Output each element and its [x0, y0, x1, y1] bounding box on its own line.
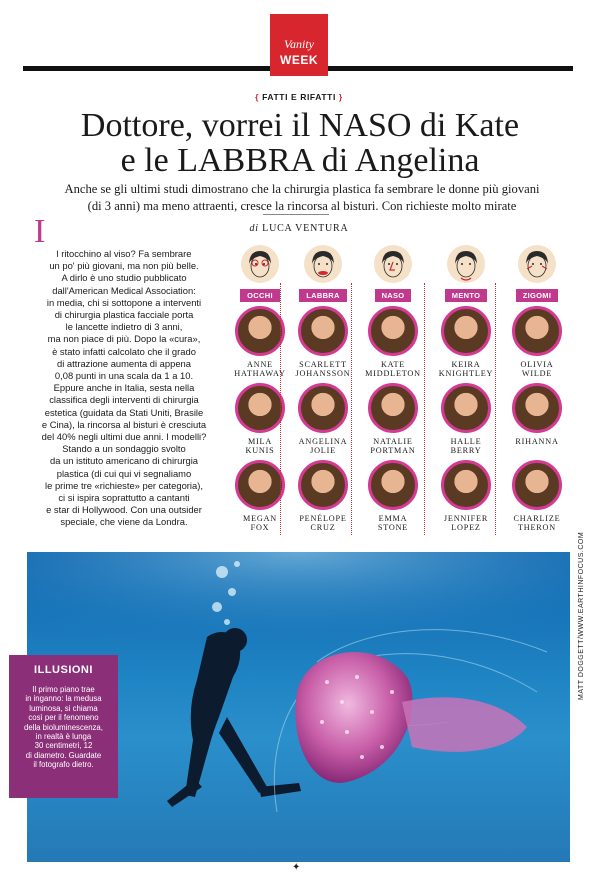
celebrity-first-name: MEGAN — [242, 514, 278, 523]
kicker-open-brace: { — [255, 92, 260, 102]
celebrity-card — [501, 306, 573, 383]
body-line: A dirlo è uno studio pubblicato — [61, 272, 187, 284]
celebrity-first-name: CHARLIZE — [513, 514, 561, 523]
celebrity-first-name: ANNE — [247, 360, 273, 369]
byline-prefix: di — [249, 223, 259, 234]
celebrity-last-name: WILDE — [521, 369, 553, 378]
feature-label: NASO — [375, 289, 412, 302]
celebrity-name — [357, 360, 429, 378]
celebrity-photo — [512, 383, 562, 433]
celebrity-photo — [441, 383, 491, 433]
celebrity-photo — [441, 460, 491, 510]
caption-line: Il primo piano trae — [32, 685, 95, 694]
caption-line: di diametro. Guardate — [25, 750, 102, 760]
column-divider — [424, 283, 425, 535]
body-line: classifica degli interventi di chirurgia — [49, 394, 199, 406]
ornament-icon: ✦ — [292, 862, 301, 873]
body-line: è stato infatti calcolato che il grado — [52, 345, 196, 357]
celebrity-name — [224, 437, 296, 455]
celebrity-name — [501, 437, 573, 446]
column-divider — [280, 283, 281, 535]
body-line: Eppure anche in Italia, sesta nella — [53, 382, 195, 394]
body-line: estetica (guidata da Stati Uniti, Brasile — [44, 406, 204, 418]
feature-column-occhi — [224, 245, 296, 537]
nose-face-icon — [374, 245, 412, 283]
caption-line: 30 centimetri, 12 — [34, 741, 93, 751]
celebrity-photo — [512, 460, 562, 510]
caption-line: il fotografo dietro. — [33, 760, 94, 770]
section-kicker — [0, 92, 598, 102]
celebrity-first-name: KATE — [380, 360, 406, 369]
body-line: di chirurgia plastica facciale porta — [54, 309, 194, 321]
celebrity-card — [430, 306, 502, 383]
celebrity-photo — [298, 460, 348, 510]
celebrity-last-name: KUNIS — [245, 446, 275, 455]
celebrity-last-name: KNIGHTLEY — [438, 369, 494, 378]
body-line: plastica (di cui qui vi segnaliamo — [56, 467, 192, 479]
celebrity-card — [287, 460, 359, 537]
celebrity-name — [287, 360, 359, 378]
chin-face-icon — [447, 245, 485, 283]
body-line: speciale, che viene da Londra. — [60, 516, 188, 528]
article-body — [28, 213, 220, 529]
feature-label: ZIGOMI — [516, 289, 558, 302]
kicker-text: FATTI E RIFATTI — [262, 92, 336, 102]
celebrity-name — [501, 514, 573, 532]
celebrity-first-name: MILA — [247, 437, 273, 446]
body-line: ci si ispira soprattutto a cantanti — [58, 492, 190, 504]
celebrity-name — [357, 514, 429, 532]
feature-label: MENTO — [445, 289, 487, 302]
celebrity-name — [357, 437, 429, 455]
celebrity-first-name: NATALIE — [373, 437, 413, 446]
celebrity-last-name: PORTMAN — [370, 446, 416, 455]
body-line: dall'American Medical Association: — [52, 284, 196, 296]
byline-rule — [263, 214, 329, 215]
body-line: del 40% negli ultimi due anni. I modelli? — [41, 431, 207, 443]
column-divider — [495, 283, 496, 535]
kicker-close-brace: } — [338, 92, 343, 102]
body-line: ma non piace di più. Dopo la «cura», — [47, 333, 201, 345]
column-divider — [351, 283, 352, 535]
celebrity-first-name: EMMA — [378, 514, 408, 523]
feature-column-mento — [430, 245, 502, 537]
celebrity-card — [501, 383, 573, 460]
celebrity-photo — [298, 383, 348, 433]
celebrity-card — [357, 306, 429, 383]
celebrity-card — [430, 383, 502, 460]
caption-line: luminosa, si chiama — [29, 703, 98, 713]
celebrity-last-name: BERRY — [450, 446, 482, 455]
byline — [0, 223, 598, 234]
body-line: le prime tre «richieste» per categoria), — [45, 479, 203, 491]
celebrity-name — [224, 514, 296, 532]
body-line: e star di Hollywood. Con una outsider — [46, 504, 202, 516]
feature-column-zigomi — [501, 245, 573, 537]
celebrity-last-name: LOPEZ — [451, 523, 481, 532]
standfirst-line2: (di 3 anni) ma meno attraenti, cresce la rincorsa al bisturi. Con richieste molto mirate — [87, 199, 517, 213]
headline-line1: Dottore, vorrei il NASO di Kate — [80, 107, 520, 144]
celebrity-card — [357, 383, 429, 460]
celebrity-photo — [368, 306, 418, 356]
feature-column-naso — [357, 245, 429, 537]
celebrity-last-name: MIDDLETON — [365, 369, 421, 378]
celebrity-name — [287, 514, 359, 532]
eyes-face-icon — [241, 245, 279, 283]
feature-column-labbra — [287, 245, 359, 537]
celebrity-photo — [368, 460, 418, 510]
logo-vanity: Vanity — [284, 37, 314, 51]
caption-title: ILLUSIONI — [34, 664, 93, 676]
celebrity-card — [357, 460, 429, 537]
celebrity-card — [430, 460, 502, 537]
celebrity-last-name: HATHAWAY — [234, 369, 286, 378]
celebrity-first-name: SCARLETT — [299, 360, 347, 369]
vanity-week-logo — [270, 14, 328, 76]
celebrity-card — [287, 306, 359, 383]
drop-cap: I — [34, 213, 46, 250]
celebrity-photo — [368, 383, 418, 433]
celebrity-name — [224, 360, 296, 378]
celebrity-last-name: THERON — [517, 523, 556, 532]
body-line: e Cina), la rincorsa al bisturi è cresciuta — [41, 418, 207, 430]
celebrity-last-name: JOHANSSON — [295, 369, 351, 378]
celebrity-card — [501, 460, 573, 537]
celebrity-first-name: ANGELINA — [298, 437, 348, 446]
celebrity-first-name: OLIVIA — [520, 360, 554, 369]
lips-face-icon — [304, 245, 342, 283]
celebrity-name — [430, 514, 502, 532]
celebrity-last-name: CRUZ — [310, 523, 336, 532]
celebrity-card — [287, 383, 359, 460]
standfirst-line1: Anche se gli ultimi studi dimostrano che la chirurgia plastica fa sembrare le donne più giovani — [64, 182, 540, 196]
celebrity-first-name: PENÉLOPE — [299, 514, 347, 523]
caption-line: in inganno: la medusa — [25, 694, 102, 704]
celebrity-photo — [298, 306, 348, 356]
feature-label: OCCHI — [240, 289, 280, 302]
feature-label: LABBRA — [299, 289, 346, 302]
photo-credit: MATT DOGGETT/WWW.EARTHINFOCUS.COM — [578, 531, 585, 700]
celebrity-photo — [512, 306, 562, 356]
standfirst — [42, 181, 562, 215]
body-line: da un istituto americano di chirurgia — [50, 455, 198, 467]
celebrity-first-name: KEIRA — [451, 360, 481, 369]
celebrity-last-name: JOLIE — [310, 446, 336, 455]
body-line: in media, chi si sottopone a interventi — [46, 296, 202, 308]
body-line: un po' più giovani, ma non più belle. — [49, 260, 199, 272]
celebrity-first-name: JENNIFER — [443, 514, 489, 523]
body-line: le lancette indietro di 3 anni, — [65, 321, 183, 333]
caption-line: della bioluminescenza, — [24, 722, 103, 732]
body-line: di attrazione aumenta di appena — [57, 357, 191, 369]
celebrity-photo — [235, 383, 285, 433]
celebrity-photo — [235, 306, 285, 356]
celebrity-card — [224, 383, 296, 460]
celebrity-name — [430, 360, 502, 378]
body-line: 0,08 punti in una scala da 1 a 10. — [54, 370, 194, 382]
caption-body — [17, 685, 110, 770]
celebrity-card — [224, 306, 296, 383]
celebrity-first-name: HALLE — [450, 437, 482, 446]
cheekbones-face-icon — [518, 245, 556, 283]
celebrity-last-name: STONE — [377, 523, 409, 532]
logo-week: WEEK — [280, 53, 318, 67]
celebrity-photo — [235, 460, 285, 510]
caption-line: così per il fenomeno — [28, 713, 99, 723]
celebrity-card — [224, 460, 296, 537]
celebrity-name — [501, 360, 573, 378]
celebrity-name — [430, 437, 502, 455]
photo-caption-box — [9, 655, 118, 798]
body-line: Stando a un sondaggio svolto — [62, 443, 186, 455]
byline-author: LUCA VENTURA — [262, 223, 349, 234]
headline-line2: e le LABBRA di Angelina — [120, 142, 480, 179]
headline — [30, 108, 570, 178]
caption-line: in realtà è lunga — [35, 732, 92, 742]
celebrity-photo — [441, 306, 491, 356]
body-line: l ritocchino al viso? Fa sembrare — [56, 248, 192, 259]
celebrity-name — [287, 437, 359, 455]
celebrity-first-name: RIHANNA — [515, 437, 559, 446]
celebrity-last-name: FOX — [250, 523, 270, 532]
